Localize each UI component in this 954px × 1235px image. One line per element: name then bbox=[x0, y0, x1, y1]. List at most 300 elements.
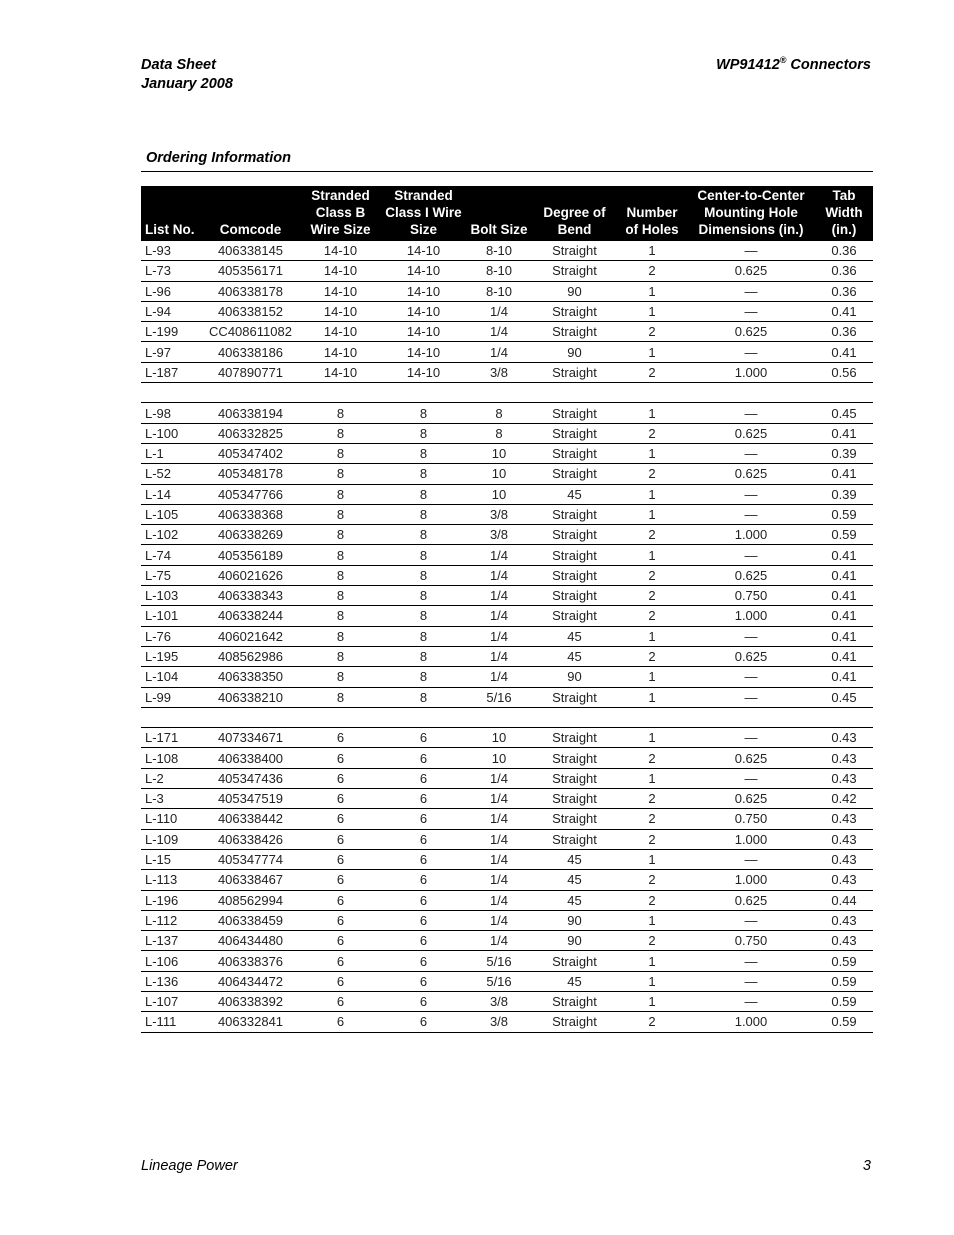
cell-bolt-size: 1/4 bbox=[466, 667, 532, 687]
cell-mounting-hole-dimensions: 0.625 bbox=[687, 261, 815, 281]
table-row bbox=[141, 971, 873, 991]
cell-list-no: L-93 bbox=[141, 241, 201, 261]
cell-class-i-wire-size: 8 bbox=[381, 484, 466, 504]
cell-tab-width: 0.36 bbox=[815, 261, 873, 281]
cell-mounting-hole-dimensions: 0.625 bbox=[687, 322, 815, 342]
cell-bolt-size: 10 bbox=[466, 443, 532, 463]
table-row bbox=[141, 525, 873, 545]
document-header-right bbox=[716, 56, 871, 75]
cell-list-no: L-187 bbox=[141, 362, 201, 382]
cell-number-of-holes: 2 bbox=[617, 464, 687, 484]
cell-class-i-wire-size: 6 bbox=[381, 931, 466, 951]
cell-list-no: L-1 bbox=[141, 443, 201, 463]
cell-comcode: 405347774 bbox=[201, 849, 300, 869]
cell-bolt-size: 5/16 bbox=[466, 971, 532, 991]
cell-number-of-holes: 2 bbox=[617, 931, 687, 951]
table-row bbox=[141, 423, 873, 443]
cell-bolt-size: 8 bbox=[466, 403, 532, 423]
product-name: WP91412 bbox=[716, 57, 780, 73]
cell-class-b-wire-size: 8 bbox=[300, 545, 381, 565]
cell-bolt-size: 1/4 bbox=[466, 565, 532, 585]
cell-comcode: 406338350 bbox=[201, 667, 300, 687]
cell-class-b-wire-size: 8 bbox=[300, 525, 381, 545]
cell-comcode: 405356189 bbox=[201, 545, 300, 565]
cell-tab-width: 0.59 bbox=[815, 525, 873, 545]
cell-list-no: L-102 bbox=[141, 525, 201, 545]
cell-list-no: L-113 bbox=[141, 870, 201, 890]
column-header-comcode: Comcode bbox=[201, 186, 300, 241]
cell-class-i-wire-size: 6 bbox=[381, 1012, 466, 1032]
table-row bbox=[141, 951, 873, 971]
cell-comcode: 405347436 bbox=[201, 768, 300, 788]
cell-comcode: 406338194 bbox=[201, 403, 300, 423]
cell-list-no: L-109 bbox=[141, 829, 201, 849]
cell-mounting-hole-dimensions: 0.625 bbox=[687, 565, 815, 585]
column-header-bolt-size: Bolt Size bbox=[466, 186, 532, 241]
cell-bolt-size: 8-10 bbox=[466, 241, 532, 261]
cell-class-b-wire-size: 6 bbox=[300, 789, 381, 809]
cell-comcode: 407334671 bbox=[201, 728, 300, 748]
cell-degree-of-bend: Straight bbox=[532, 545, 617, 565]
cell-number-of-holes: 1 bbox=[617, 484, 687, 504]
cell-mounting-hole-dimensions: — bbox=[687, 951, 815, 971]
cell-number-of-holes: 1 bbox=[617, 910, 687, 930]
cell-mounting-hole-dimensions: 0.625 bbox=[687, 789, 815, 809]
cell-comcode: 406338145 bbox=[201, 241, 300, 261]
column-header-class-i-wire-size: Stranded Class I Wire Size bbox=[381, 186, 466, 241]
cell-list-no: L-103 bbox=[141, 586, 201, 606]
cell-degree-of-bend: Straight bbox=[532, 241, 617, 261]
cell-comcode: 406332841 bbox=[201, 1012, 300, 1032]
cell-tab-width: 0.43 bbox=[815, 870, 873, 890]
table-row bbox=[141, 362, 873, 382]
cell-tab-width: 0.41 bbox=[815, 545, 873, 565]
cell-list-no: L-76 bbox=[141, 626, 201, 646]
cell-class-i-wire-size: 6 bbox=[381, 890, 466, 910]
cell-bolt-size: 1/4 bbox=[466, 646, 532, 666]
cell-mounting-hole-dimensions: 1.000 bbox=[687, 362, 815, 382]
cell-class-b-wire-size: 14-10 bbox=[300, 322, 381, 342]
cell-class-b-wire-size: 8 bbox=[300, 606, 381, 626]
cell-number-of-holes: 2 bbox=[617, 890, 687, 910]
column-header-list-no: List No. bbox=[141, 186, 201, 241]
cell-mounting-hole-dimensions: — bbox=[687, 971, 815, 991]
cell-mounting-hole-dimensions: 0.625 bbox=[687, 423, 815, 443]
cell-comcode: 406338244 bbox=[201, 606, 300, 626]
cell-degree-of-bend: 90 bbox=[532, 910, 617, 930]
cell-bolt-size: 10 bbox=[466, 484, 532, 504]
cell-comcode: 406332825 bbox=[201, 423, 300, 443]
cell-number-of-holes: 1 bbox=[617, 403, 687, 423]
cell-tab-width: 0.44 bbox=[815, 890, 873, 910]
cell-comcode: 406338152 bbox=[201, 301, 300, 321]
cell-degree-of-bend: Straight bbox=[532, 809, 617, 829]
cell-class-i-wire-size: 8 bbox=[381, 606, 466, 626]
cell-class-i-wire-size: 6 bbox=[381, 971, 466, 991]
cell-mounting-hole-dimensions: 0.750 bbox=[687, 809, 815, 829]
cell-list-no: L-171 bbox=[141, 728, 201, 748]
cell-class-i-wire-size: 14-10 bbox=[381, 362, 466, 382]
cell-class-b-wire-size: 6 bbox=[300, 748, 381, 768]
cell-degree-of-bend: Straight bbox=[532, 1012, 617, 1032]
cell-degree-of-bend: 45 bbox=[532, 890, 617, 910]
cell-number-of-holes: 1 bbox=[617, 728, 687, 748]
cell-tab-width: 0.41 bbox=[815, 626, 873, 646]
cell-bolt-size: 1/4 bbox=[466, 910, 532, 930]
cell-mounting-hole-dimensions: — bbox=[687, 667, 815, 687]
cell-mounting-hole-dimensions: 1.000 bbox=[687, 606, 815, 626]
cell-number-of-holes: 1 bbox=[617, 545, 687, 565]
doc-date: January 2008 bbox=[141, 76, 233, 92]
cell-class-b-wire-size: 6 bbox=[300, 971, 381, 991]
cell-degree-of-bend: Straight bbox=[532, 322, 617, 342]
cell-bolt-size: 1/4 bbox=[466, 586, 532, 606]
cell-list-no: L-111 bbox=[141, 1012, 201, 1032]
cell-bolt-size: 3/8 bbox=[466, 362, 532, 382]
cell-mounting-hole-dimensions: — bbox=[687, 342, 815, 362]
cell-class-i-wire-size: 6 bbox=[381, 829, 466, 849]
cell-degree-of-bend: 90 bbox=[532, 281, 617, 301]
cell-class-b-wire-size: 8 bbox=[300, 667, 381, 687]
cell-mounting-hole-dimensions: 1.000 bbox=[687, 1012, 815, 1032]
cell-degree-of-bend: Straight bbox=[532, 748, 617, 768]
column-header-number-of-holes: Number of Holes bbox=[617, 186, 687, 241]
cell-bolt-size: 1/4 bbox=[466, 870, 532, 890]
cell-bolt-size: 3/8 bbox=[466, 991, 532, 1011]
cell-tab-width: 0.41 bbox=[815, 423, 873, 443]
cell-comcode: 406338376 bbox=[201, 951, 300, 971]
cell-degree-of-bend: Straight bbox=[532, 464, 617, 484]
table-row bbox=[141, 443, 873, 463]
cell-class-i-wire-size: 14-10 bbox=[381, 261, 466, 281]
cell-number-of-holes: 1 bbox=[617, 241, 687, 261]
cell-class-b-wire-size: 8 bbox=[300, 423, 381, 443]
cell-degree-of-bend: 45 bbox=[532, 849, 617, 869]
cell-comcode: 406338392 bbox=[201, 991, 300, 1011]
cell-degree-of-bend: Straight bbox=[532, 768, 617, 788]
cell-comcode: 406338368 bbox=[201, 504, 300, 524]
cell-bolt-size: 1/4 bbox=[466, 829, 532, 849]
table-row bbox=[141, 768, 873, 788]
table-row bbox=[141, 890, 873, 910]
cell-list-no: L-100 bbox=[141, 423, 201, 443]
cell-mounting-hole-dimensions: 0.750 bbox=[687, 931, 815, 951]
cell-class-i-wire-size: 6 bbox=[381, 728, 466, 748]
cell-class-i-wire-size: 14-10 bbox=[381, 342, 466, 362]
cell-number-of-holes: 2 bbox=[617, 1012, 687, 1032]
cell-list-no: L-110 bbox=[141, 809, 201, 829]
cell-class-b-wire-size: 8 bbox=[300, 646, 381, 666]
cell-tab-width: 0.36 bbox=[815, 241, 873, 261]
cell-class-b-wire-size: 14-10 bbox=[300, 241, 381, 261]
cell-list-no: L-98 bbox=[141, 403, 201, 423]
cell-tab-width: 0.41 bbox=[815, 342, 873, 362]
cell-class-b-wire-size: 6 bbox=[300, 870, 381, 890]
cell-bolt-size: 1/4 bbox=[466, 768, 532, 788]
cell-bolt-size: 10 bbox=[466, 748, 532, 768]
cell-class-b-wire-size: 6 bbox=[300, 829, 381, 849]
cell-comcode: 406338269 bbox=[201, 525, 300, 545]
cell-class-b-wire-size: 14-10 bbox=[300, 342, 381, 362]
cell-comcode: 407890771 bbox=[201, 362, 300, 382]
column-header-mounting-hole-dimensions: Center-to-Center Mounting Hole Dimensions (in.) bbox=[687, 186, 815, 241]
cell-tab-width: 0.36 bbox=[815, 322, 873, 342]
cell-tab-width: 0.59 bbox=[815, 504, 873, 524]
cell-number-of-holes: 2 bbox=[617, 789, 687, 809]
cell-tab-width: 0.41 bbox=[815, 301, 873, 321]
cell-class-b-wire-size: 6 bbox=[300, 991, 381, 1011]
cell-bolt-size: 1/4 bbox=[466, 849, 532, 869]
cell-tab-width: 0.59 bbox=[815, 971, 873, 991]
cell-degree-of-bend: 90 bbox=[532, 667, 617, 687]
cell-bolt-size: 1/4 bbox=[466, 301, 532, 321]
table-row bbox=[141, 281, 873, 301]
page-number: 3 bbox=[862, 1158, 871, 1174]
cell-number-of-holes: 2 bbox=[617, 362, 687, 382]
section-title: Ordering Information bbox=[146, 150, 291, 166]
cell-number-of-holes: 1 bbox=[617, 443, 687, 463]
table-row bbox=[141, 728, 873, 748]
ordering-table bbox=[141, 186, 873, 1033]
table-row bbox=[141, 342, 873, 362]
cell-class-b-wire-size: 14-10 bbox=[300, 261, 381, 281]
cell-mounting-hole-dimensions: — bbox=[687, 991, 815, 1011]
cell-list-no: L-101 bbox=[141, 606, 201, 626]
cell-degree-of-bend: Straight bbox=[532, 789, 617, 809]
cell-comcode: 405347519 bbox=[201, 789, 300, 809]
cell-list-no: L-97 bbox=[141, 342, 201, 362]
cell-number-of-holes: 2 bbox=[617, 586, 687, 606]
cell-class-i-wire-size: 8 bbox=[381, 646, 466, 666]
cell-class-i-wire-size: 6 bbox=[381, 951, 466, 971]
group-spacer-row bbox=[141, 383, 873, 403]
cell-number-of-holes: 1 bbox=[617, 504, 687, 524]
cell-number-of-holes: 1 bbox=[617, 667, 687, 687]
cell-bolt-size: 5/16 bbox=[466, 687, 532, 707]
cell-degree-of-bend: Straight bbox=[532, 504, 617, 524]
cell-degree-of-bend: Straight bbox=[532, 728, 617, 748]
cell-list-no: L-75 bbox=[141, 565, 201, 585]
table-row bbox=[141, 849, 873, 869]
cell-bolt-size: 1/4 bbox=[466, 545, 532, 565]
table-row bbox=[141, 667, 873, 687]
cell-comcode: 405347402 bbox=[201, 443, 300, 463]
cell-list-no: L-199 bbox=[141, 322, 201, 342]
table-row bbox=[141, 1012, 873, 1032]
cell-number-of-holes: 1 bbox=[617, 342, 687, 362]
cell-tab-width: 0.39 bbox=[815, 484, 873, 504]
column-header-degree-of-bend: Degree of Bend bbox=[532, 186, 617, 241]
table-row bbox=[141, 241, 873, 261]
cell-comcode: 406338442 bbox=[201, 809, 300, 829]
cell-class-b-wire-size: 6 bbox=[300, 768, 381, 788]
cell-class-i-wire-size: 6 bbox=[381, 910, 466, 930]
cell-mounting-hole-dimensions: — bbox=[687, 768, 815, 788]
cell-comcode: 406338459 bbox=[201, 910, 300, 930]
cell-degree-of-bend: 45 bbox=[532, 971, 617, 991]
cell-number-of-holes: 2 bbox=[617, 322, 687, 342]
cell-comcode: 405348178 bbox=[201, 464, 300, 484]
cell-number-of-holes: 1 bbox=[617, 301, 687, 321]
cell-class-i-wire-size: 8 bbox=[381, 545, 466, 565]
cell-list-no: L-15 bbox=[141, 849, 201, 869]
table-row bbox=[141, 789, 873, 809]
cell-number-of-holes: 2 bbox=[617, 423, 687, 443]
cell-class-b-wire-size: 6 bbox=[300, 931, 381, 951]
cell-class-i-wire-size: 6 bbox=[381, 849, 466, 869]
cell-list-no: L-112 bbox=[141, 910, 201, 930]
cell-comcode: 408562994 bbox=[201, 890, 300, 910]
cell-number-of-holes: 2 bbox=[617, 748, 687, 768]
cell-degree-of-bend: Straight bbox=[532, 586, 617, 606]
cell-comcode: 406338186 bbox=[201, 342, 300, 362]
cell-tab-width: 0.41 bbox=[815, 565, 873, 585]
cell-tab-width: 0.43 bbox=[815, 849, 873, 869]
table-row bbox=[141, 464, 873, 484]
cell-comcode: 406021642 bbox=[201, 626, 300, 646]
cell-number-of-holes: 1 bbox=[617, 951, 687, 971]
cell-class-b-wire-size: 6 bbox=[300, 890, 381, 910]
table-row bbox=[141, 991, 873, 1011]
cell-number-of-holes: 1 bbox=[617, 849, 687, 869]
cell-mounting-hole-dimensions: 0.625 bbox=[687, 464, 815, 484]
cell-list-no: L-14 bbox=[141, 484, 201, 504]
cell-number-of-holes: 1 bbox=[617, 626, 687, 646]
cell-class-i-wire-size: 14-10 bbox=[381, 281, 466, 301]
cell-bolt-size: 8 bbox=[466, 423, 532, 443]
cell-comcode: 406434480 bbox=[201, 931, 300, 951]
cell-comcode: 406338400 bbox=[201, 748, 300, 768]
cell-tab-width: 0.42 bbox=[815, 789, 873, 809]
cell-class-i-wire-size: 6 bbox=[381, 748, 466, 768]
cell-bolt-size: 1/4 bbox=[466, 890, 532, 910]
cell-degree-of-bend: Straight bbox=[532, 991, 617, 1011]
cell-mounting-hole-dimensions: — bbox=[687, 301, 815, 321]
cell-number-of-holes: 1 bbox=[617, 281, 687, 301]
cell-class-b-wire-size: 14-10 bbox=[300, 301, 381, 321]
cell-tab-width: 0.43 bbox=[815, 748, 873, 768]
table-row bbox=[141, 606, 873, 626]
cell-degree-of-bend: 45 bbox=[532, 484, 617, 504]
doc-type: Data Sheet bbox=[141, 57, 216, 73]
cell-number-of-holes: 2 bbox=[617, 261, 687, 281]
cell-class-b-wire-size: 8 bbox=[300, 464, 381, 484]
cell-number-of-holes: 1 bbox=[617, 687, 687, 707]
cell-comcode: 406338426 bbox=[201, 829, 300, 849]
table-row bbox=[141, 931, 873, 951]
cell-list-no: L-108 bbox=[141, 748, 201, 768]
cell-class-i-wire-size: 14-10 bbox=[381, 301, 466, 321]
cell-tab-width: 0.59 bbox=[815, 951, 873, 971]
table-row bbox=[141, 870, 873, 890]
cell-tab-width: 0.43 bbox=[815, 931, 873, 951]
cell-class-i-wire-size: 8 bbox=[381, 423, 466, 443]
cell-comcode: 406338178 bbox=[201, 281, 300, 301]
footer-company: Lineage Power bbox=[141, 1158, 238, 1174]
table-row bbox=[141, 646, 873, 666]
cell-list-no: L-94 bbox=[141, 301, 201, 321]
cell-mounting-hole-dimensions: — bbox=[687, 484, 815, 504]
cell-bolt-size: 3/8 bbox=[466, 504, 532, 524]
table-header-row bbox=[141, 186, 873, 241]
cell-tab-width: 0.45 bbox=[815, 403, 873, 423]
cell-mounting-hole-dimensions: 1.000 bbox=[687, 870, 815, 890]
cell-bolt-size: 8-10 bbox=[466, 261, 532, 281]
cell-number-of-holes: 2 bbox=[617, 565, 687, 585]
cell-list-no: L-2 bbox=[141, 768, 201, 788]
cell-tab-width: 0.41 bbox=[815, 586, 873, 606]
cell-degree-of-bend: Straight bbox=[532, 525, 617, 545]
table-row bbox=[141, 322, 873, 342]
cell-bolt-size: 8-10 bbox=[466, 281, 532, 301]
cell-degree-of-bend: Straight bbox=[532, 565, 617, 585]
cell-class-b-wire-size: 6 bbox=[300, 1012, 381, 1032]
cell-class-b-wire-size: 6 bbox=[300, 809, 381, 829]
cell-bolt-size: 1/4 bbox=[466, 626, 532, 646]
registered-mark: ® bbox=[779, 55, 787, 66]
cell-list-no: L-3 bbox=[141, 789, 201, 809]
table-row bbox=[141, 545, 873, 565]
cell-tab-width: 0.43 bbox=[815, 728, 873, 748]
cell-mounting-hole-dimensions: — bbox=[687, 545, 815, 565]
cell-class-b-wire-size: 8 bbox=[300, 504, 381, 524]
cell-class-i-wire-size: 8 bbox=[381, 464, 466, 484]
cell-mounting-hole-dimensions: — bbox=[687, 443, 815, 463]
cell-number-of-holes: 2 bbox=[617, 646, 687, 666]
cell-comcode: 406021626 bbox=[201, 565, 300, 585]
cell-mounting-hole-dimensions: — bbox=[687, 241, 815, 261]
cell-list-no: L-96 bbox=[141, 281, 201, 301]
cell-mounting-hole-dimensions: — bbox=[687, 403, 815, 423]
table-row bbox=[141, 829, 873, 849]
cell-comcode: 406338343 bbox=[201, 586, 300, 606]
cell-comcode: 406338467 bbox=[201, 870, 300, 890]
cell-comcode: CC408611082 bbox=[201, 322, 300, 342]
cell-class-b-wire-size: 14-10 bbox=[300, 281, 381, 301]
cell-degree-of-bend: Straight bbox=[532, 301, 617, 321]
cell-class-b-wire-size: 8 bbox=[300, 626, 381, 646]
cell-list-no: L-73 bbox=[141, 261, 201, 281]
cell-tab-width: 0.45 bbox=[815, 687, 873, 707]
cell-tab-width: 0.43 bbox=[815, 809, 873, 829]
document-header-left bbox=[141, 56, 233, 94]
cell-tab-width: 0.43 bbox=[815, 829, 873, 849]
table-body bbox=[141, 241, 873, 1032]
cell-tab-width: 0.41 bbox=[815, 646, 873, 666]
cell-mounting-hole-dimensions: 1.000 bbox=[687, 829, 815, 849]
cell-tab-width: 0.43 bbox=[815, 910, 873, 930]
cell-bolt-size: 5/16 bbox=[466, 951, 532, 971]
cell-list-no: L-107 bbox=[141, 991, 201, 1011]
section-divider bbox=[141, 171, 873, 172]
table-row bbox=[141, 403, 873, 423]
cell-class-i-wire-size: 14-10 bbox=[381, 241, 466, 261]
cell-number-of-holes: 1 bbox=[617, 971, 687, 991]
cell-class-i-wire-size: 8 bbox=[381, 586, 466, 606]
table-row bbox=[141, 484, 873, 504]
cell-bolt-size: 1/4 bbox=[466, 931, 532, 951]
cell-comcode: 405347766 bbox=[201, 484, 300, 504]
cell-number-of-holes: 2 bbox=[617, 525, 687, 545]
cell-mounting-hole-dimensions: 0.625 bbox=[687, 890, 815, 910]
cell-bolt-size: 1/4 bbox=[466, 809, 532, 829]
cell-bolt-size: 1/4 bbox=[466, 322, 532, 342]
cell-comcode: 405356171 bbox=[201, 261, 300, 281]
product-suffix: Connectors bbox=[786, 57, 871, 73]
cell-degree-of-bend: Straight bbox=[532, 829, 617, 849]
cell-class-i-wire-size: 8 bbox=[381, 504, 466, 524]
cell-degree-of-bend: Straight bbox=[532, 951, 617, 971]
